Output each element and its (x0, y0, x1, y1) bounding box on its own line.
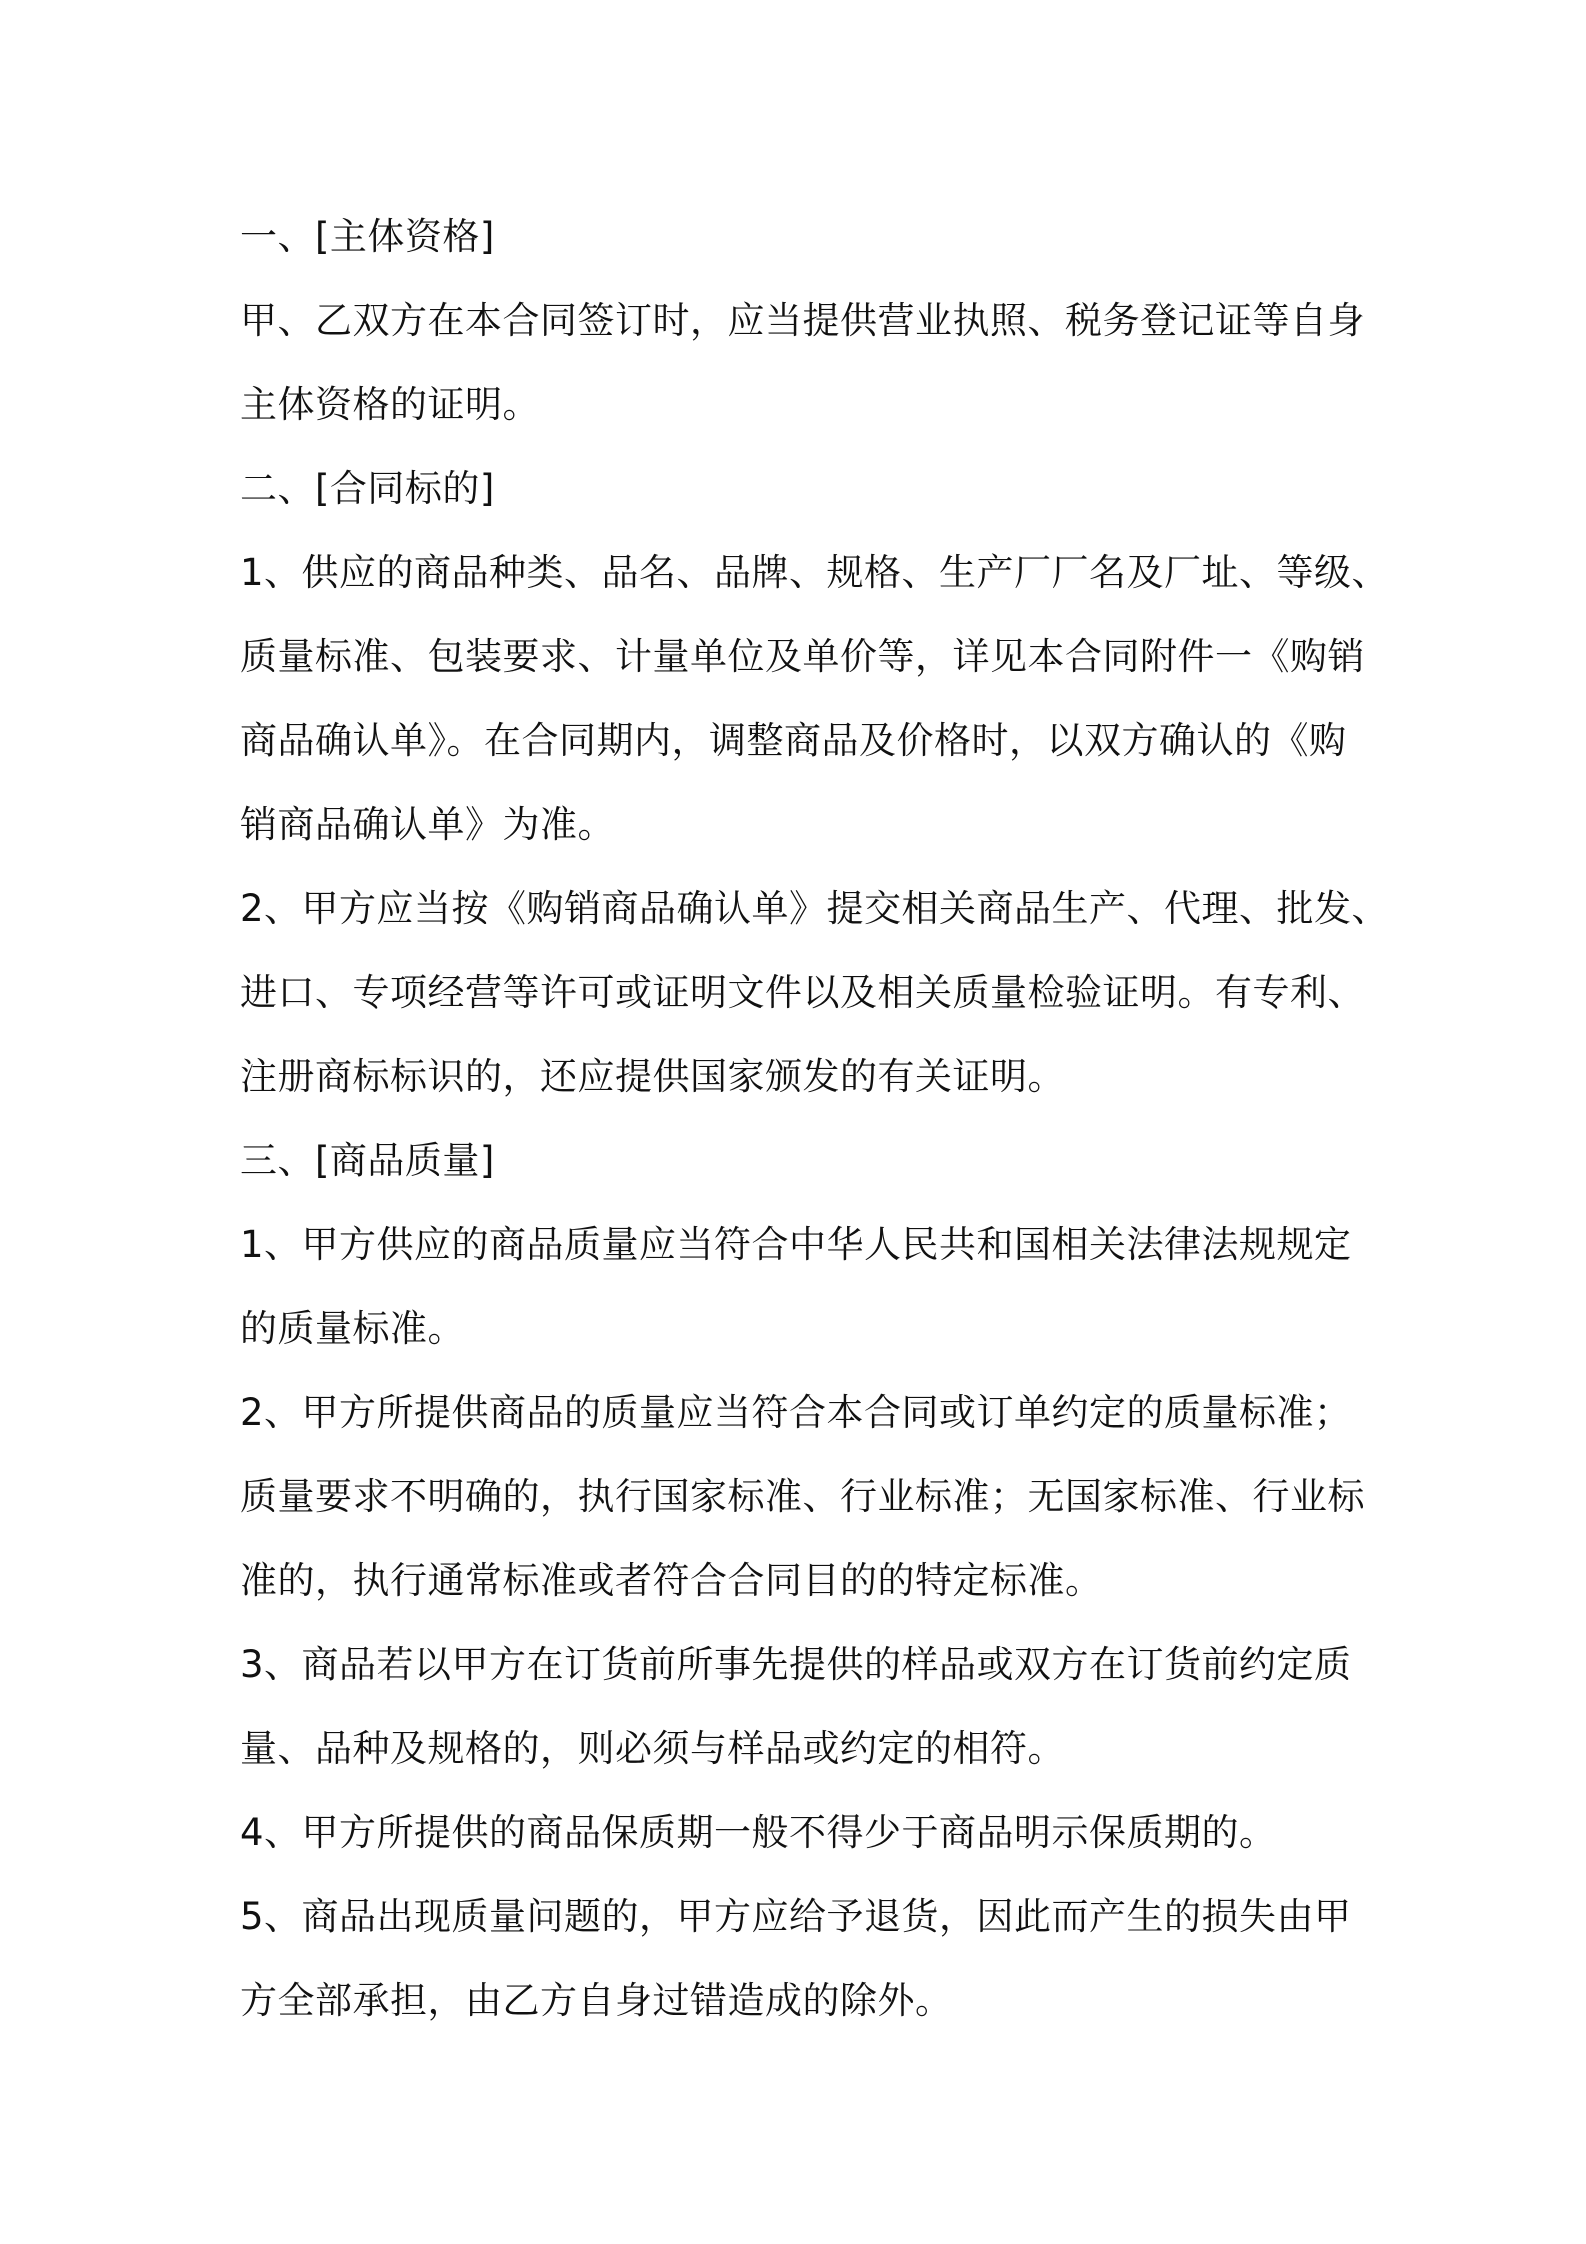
section-heading-quality: 三、[商品质量] (240, 1139, 495, 1182)
paragraph-line: 准的，执行通常标准或者符合合同目的的特定标准。 (240, 1559, 1103, 1602)
paragraph-line: 质量标准、包装要求、计量单位及单价等，详见本合同附件一《购销 (240, 635, 1365, 678)
paragraph-line: 4、甲方所提供的商品保质期一般不得少于商品明示保质期的。 (240, 1811, 1277, 1854)
section-heading-qualification: 一、[主体资格] (240, 215, 495, 258)
paragraph-line: 注册商标标识的，还应提供国家颁发的有关证明。 (240, 1055, 1065, 1098)
paragraph-line: 3、商品若以甲方在订货前所事先提供的样品或双方在订货前约定质 (240, 1643, 1352, 1686)
paragraph-line: 质量要求不明确的，执行国家标准、行业标准；无国家标准、行业标 (240, 1475, 1365, 1518)
paragraph-line: 量、品种及规格的，则必须与样品或约定的相符。 (240, 1727, 1065, 1770)
paragraph-line: 方全部承担，由乙方自身过错造成的除外。 (240, 1979, 953, 2022)
paragraph-line: 2、甲方应当按《购销商品确认单》提交相关商品生产、代理、批发、 (240, 887, 1390, 930)
paragraph-line: 的质量标准。 (240, 1307, 465, 1350)
paragraph-line: 商品确认单》。在合同期内，调整商品及价格时，以双方确认的《购 (240, 719, 1347, 762)
paragraph-line: 1、甲方供应的商品质量应当符合中华人民共和国相关法律法规规定 (240, 1223, 1352, 1266)
paragraph-line: 2、甲方所提供商品的质量应当符合本合同或订单约定的质量标准； (240, 1391, 1352, 1434)
paragraph-line: 5、商品出现质量问题的，甲方应给予退货，因此而产生的损失由甲 (240, 1895, 1352, 1938)
paragraph-line: 销商品确认单》为准。 (240, 803, 615, 846)
paragraph-line: 进口、专项经营等许可或证明文件以及相关质量检验证明。有专利、 (240, 971, 1365, 1014)
paragraph-line: 1、供应的商品种类、品名、品牌、规格、生产厂厂名及厂址、等级、 (240, 551, 1390, 594)
document-body (240, 195, 1390, 2043)
paragraph-line: 甲、乙双方在本合同签订时，应当提供营业执照、税务登记证等自身 (240, 299, 1365, 342)
paragraph-line: 主体资格的证明。 (240, 383, 540, 426)
section-heading-subject-matter: 二、[合同标的] (240, 467, 495, 510)
